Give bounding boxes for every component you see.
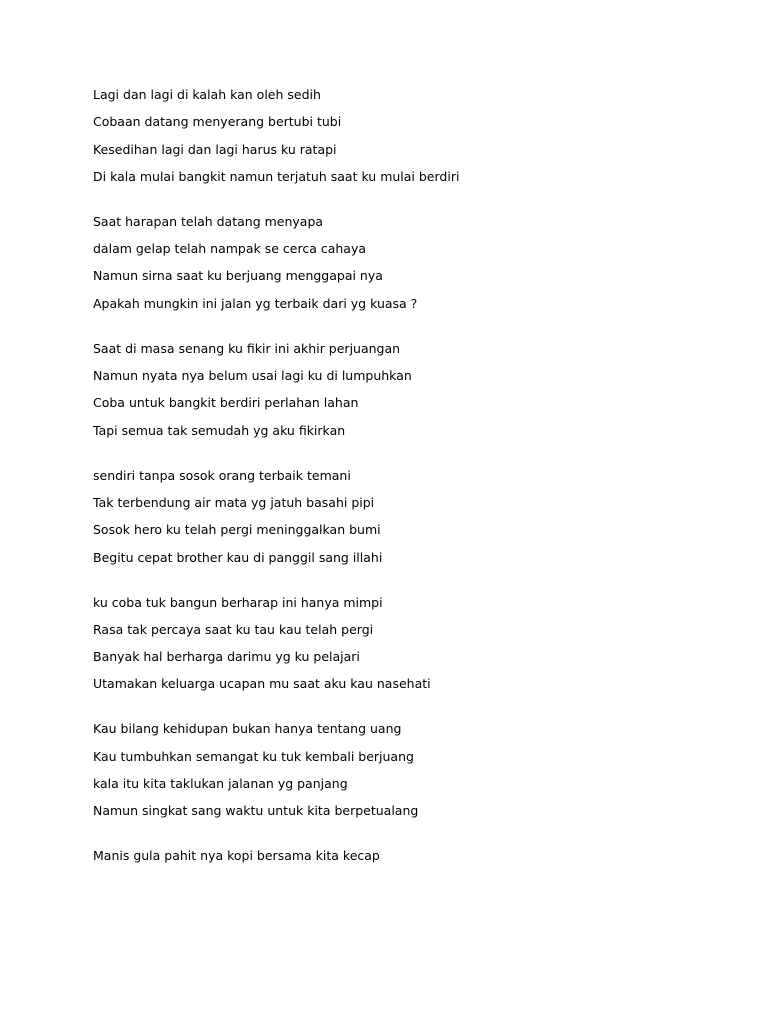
poem-line: Tak terbendung air mata yg jatuh basahi pipi <box>93 494 375 510</box>
poem-line: Lagi dan lagi di kalah kan oleh sedih <box>93 87 321 102</box>
poem-line: Saat di masa senang ku fikir ini akhir perjuangan <box>93 340 401 356</box>
poem-line: Coba untuk bangkit berdiri perlahan lahan <box>93 395 359 411</box>
poem-line: Kau bilang kehidupan bukan hanya tentang uang <box>93 721 402 737</box>
poem-line: Namun nyata nya belum usai lagi ku di lumpuhkan <box>93 368 412 384</box>
poem-line: Rasa tak percaya saat ku tau kau telah pergi <box>93 621 374 637</box>
poem-line: Kau tumbuhkan semangat ku tuk kembali berjuang <box>93 748 414 764</box>
poem-line: Begitu cepat brother kau di panggil sang illahi <box>93 549 383 565</box>
poem-body <box>93 86 733 892</box>
poem-line: Sosok hero ku telah pergi meninggalkan bumi <box>93 522 381 538</box>
poem-line: Namun sirna saat ku berjuang menggapai nya <box>93 268 383 284</box>
poem-line: Manis gula pahit nya kopi bersama kita kecap <box>93 848 380 864</box>
poem-line: dalam gelap telah nampak se cerca cahaya <box>93 241 367 257</box>
stanza-1 <box>93 86 733 186</box>
poem-line: Saat harapan telah datang menyapa <box>93 213 324 229</box>
poem-line: Namun singkat sang waktu untuk kita berpetualang <box>93 803 419 819</box>
stanza-6 <box>93 720 733 820</box>
poem-line: Banyak hal berharga darimu yg ku pelajari <box>93 649 360 665</box>
stanza-2 <box>93 213 733 313</box>
poem-line: Tapi semua tak semudah yg aku fikirkan <box>93 422 346 438</box>
poem-line: ku coba tuk bangun berharap ini hanya mimpi <box>93 594 383 610</box>
stanza-4 <box>93 467 733 567</box>
poem-line: Apakah mungkin ini jalan yg terbaik dari yg kuasa ? <box>93 295 418 311</box>
stanza-5 <box>93 594 733 694</box>
poem-line: Kesedihan lagi dan lagi harus ku ratapi <box>93 141 337 157</box>
stanza-3 <box>93 340 733 440</box>
poem-line: Utamakan keluarga ucapan mu saat aku kau nasehati <box>93 676 431 692</box>
stanza-7 <box>93 847 733 865</box>
poem-line: sendiri tanpa sosok orang terbaik temani <box>93 467 351 483</box>
poem-line: Di kala mulai bangkit namun terjatuh saat ku mulai berdiri <box>93 168 460 184</box>
poem-line: kala itu kita taklukan jalanan yg panjang <box>93 776 348 792</box>
poem-line: Cobaan datang menyerang bertubi tubi <box>93 114 342 130</box>
